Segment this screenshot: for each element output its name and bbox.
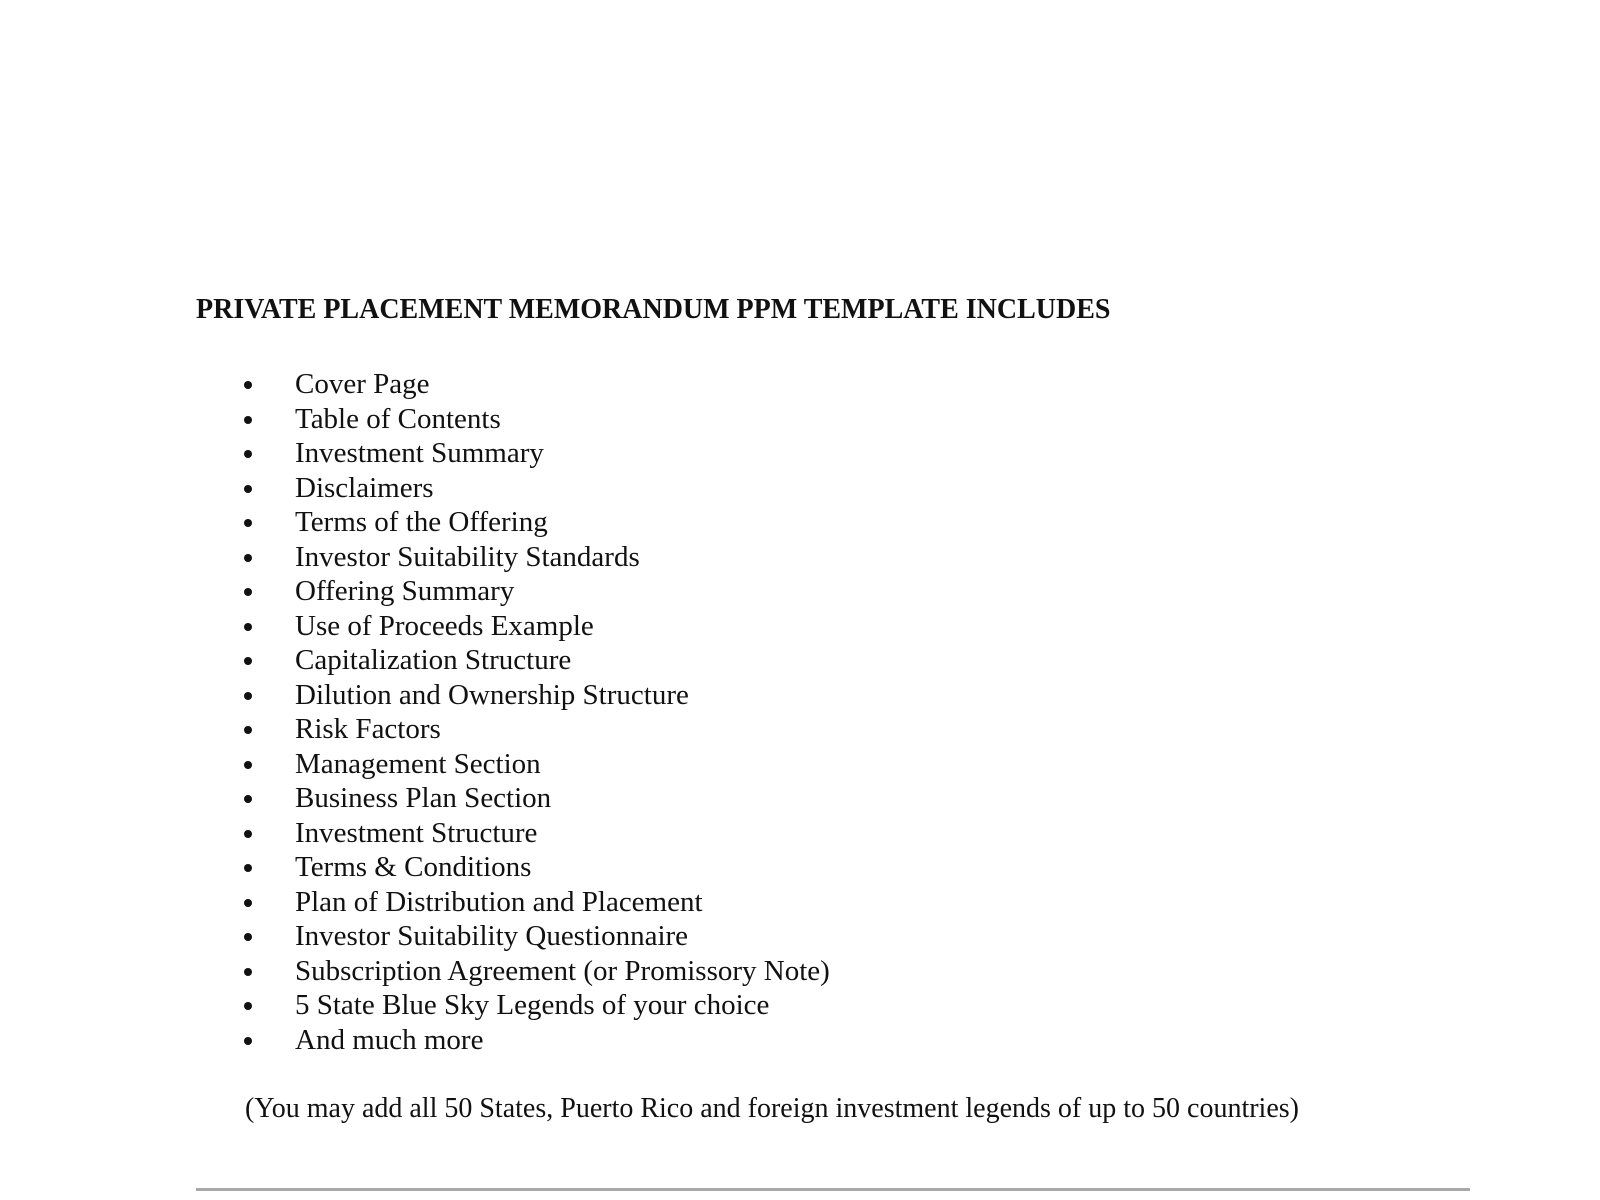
bullet-icon <box>244 485 252 493</box>
bullet-icon <box>244 933 252 941</box>
list-item-label: And much more <box>295 1023 484 1056</box>
bullet-icon <box>244 519 252 527</box>
bullet-icon <box>244 968 252 976</box>
list-item-label: Terms of the Offering <box>295 506 548 538</box>
bullet-icon <box>244 588 252 596</box>
bullet-icon <box>244 623 252 631</box>
list-item-label: Management Section <box>295 747 541 780</box>
list-item-label: Offering Summary <box>295 575 515 607</box>
list-item-label: Investment Summary <box>295 437 544 469</box>
list-item-label: Business Plan Section <box>295 782 552 814</box>
list-item-label: Investor Suitability Standards <box>295 540 640 573</box>
bottom-divider <box>196 1188 1470 1191</box>
list-item-label: Risk Factors <box>295 713 441 745</box>
document-heading: PRIVATE PLACEMENT MEMORANDUM PPM TEMPLATE INCLUDES <box>196 294 1111 325</box>
list-item-label: 5 State Blue Sky Legends of your choice <box>295 989 770 1021</box>
additional-legends-note: (You may add all 50 States, Puerto Rico and foreign investment legends of up to 50 countries) <box>245 1093 1299 1124</box>
bullet-icon <box>244 1037 252 1045</box>
bullet-icon <box>244 554 252 562</box>
list-item-label: Terms & Conditions <box>295 851 532 883</box>
list-item-label: Table of Contents <box>295 402 501 435</box>
bullet-icon <box>244 761 252 769</box>
bullet-icon <box>244 416 252 424</box>
bullet-icon <box>244 899 252 907</box>
list-item-label: Investor Suitability Questionnaire <box>295 920 689 952</box>
list-item-label: Capitalization Structure <box>295 644 572 676</box>
list-item-label: Dilution and Ownership Structure <box>295 678 689 711</box>
list-item-label: Plan of Distribution and Placement <box>295 885 703 918</box>
list-item-label: Subscription Agreement (or Promissory Note) <box>295 954 830 987</box>
list-item-label: Disclaimers <box>295 471 434 504</box>
bullet-icon <box>244 795 252 803</box>
bullet-icon <box>244 657 252 665</box>
bullet-icon <box>244 692 252 700</box>
bullet-icon <box>244 726 252 734</box>
bullet-icon <box>244 864 252 872</box>
bullet-icon <box>244 1002 252 1010</box>
list-item-label: Use of Proceeds Example <box>295 609 594 642</box>
list-item-label: Cover Page <box>295 368 430 400</box>
bullet-icon <box>244 450 252 458</box>
bullet-icon <box>244 830 252 838</box>
list-item-label: Investment Structure <box>295 816 538 849</box>
bullet-icon <box>244 381 252 389</box>
